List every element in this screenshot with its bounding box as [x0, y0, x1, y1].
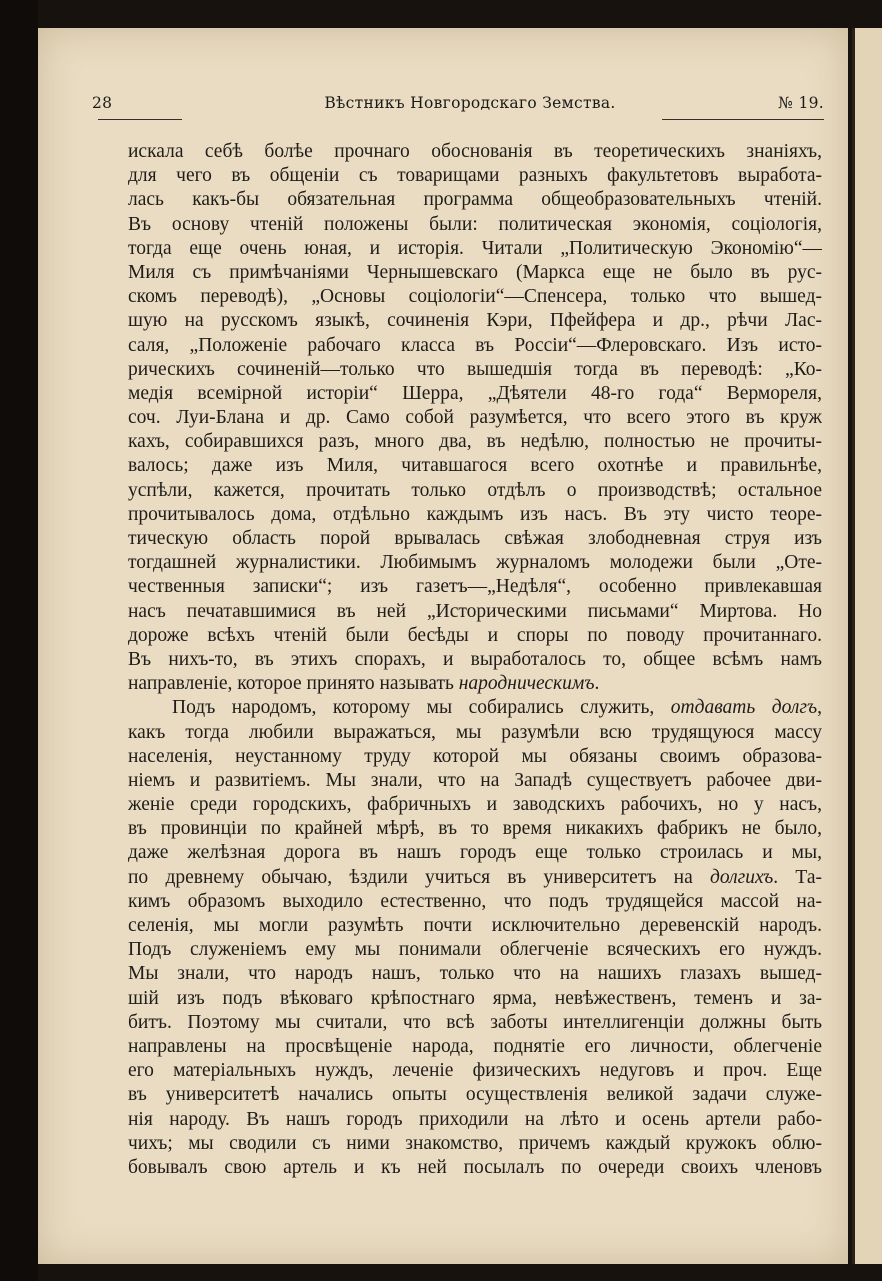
text-line: шій изъ подъ вѣковаго крѣпостнаго ярма, невѣжественъ, теменъ и за- [128, 987, 822, 1009]
text-run: по древнему обычаю, ѣздили учиться въ университетъ на [128, 866, 710, 888]
running-header [92, 94, 824, 120]
text-line: даже желѣзная дорога въ нашъ городъ еще только строилась и мы, [128, 842, 822, 864]
italic-term: отдавать долгъ [670, 697, 818, 719]
text-line: женіе среди городскихъ, фабричныхъ и заводскихъ рабочихъ, но у насъ, [128, 794, 822, 816]
text-run: , [817, 697, 822, 719]
header-rule-left [98, 119, 182, 120]
text-line: успѣли, кажется, прочитать только отдѣлъ о производствѣ; остальное [128, 479, 822, 501]
text-line: дороже всѣхъ чтеній были бесѣды и споры по поводу прочитаннаго. [128, 624, 822, 646]
text-line: кахъ, собиравшихся разъ, много два, въ недѣлю, полностью не прочиты- [128, 431, 822, 453]
text-line: кимъ образомъ выходило естественно, что подъ трудящейся массой на- [128, 890, 822, 912]
text-line: битъ. Поэтому мы считали, что всѣ заботы интеллигенціи должны быть [128, 1011, 822, 1033]
text-line: Въ нихъ-то, въ этихъ спорахъ, и выработалось то, общее всѣмъ намъ [128, 648, 822, 670]
text-line: прочитывалось дома, отдѣльно каждымъ изъ насъ. Въ эту чисто теоре- [128, 503, 822, 525]
text-line: ніемъ и развитіемъ. Мы знали, что на Западѣ существуетъ рабочее дви- [128, 769, 822, 791]
header-rule-right [662, 119, 824, 120]
page-number: 28 [92, 94, 113, 112]
text-line: насъ печатавшимися въ ней „Историческими письмами“ Миртова. Но [128, 600, 822, 622]
text-line: чихъ; мы сводили съ ними знакомство, причемъ каждый кружокъ облю- [128, 1132, 822, 1154]
text-line: селенія, мы могли разумѣть почти исключительно деревенскій народъ. [128, 915, 822, 936]
text-run: . [594, 673, 600, 695]
text-line: соч. Луи-Блана и др. Само собой разумѣется, что всего этого въ круж [128, 407, 822, 429]
text-line [128, 866, 822, 890]
scan-dark-margin [0, 0, 38, 1281]
body-text [128, 140, 822, 1180]
text-line: для чего въ общеніи съ товарищами разныхъ факультетовъ выработа- [128, 165, 822, 187]
issue-number: № 19. [778, 94, 824, 112]
text-line: направлены на просвѣщеніе народа, поднятіе его личности, облегченіе [128, 1035, 822, 1057]
text-line: какъ тогда любили выражаться, мы разумѣли всю трудящуюся массу [128, 721, 822, 743]
text-line: Въ основу чтеній положены были: политическая экономія, соціологія, [128, 213, 822, 235]
text-line: Подъ служеніемъ ему мы понимали облегченіе всяческихъ его нуждъ. [128, 939, 822, 961]
italic-term: народническимъ [458, 673, 595, 695]
text-line: бовывалъ свою артель и къ ней посылалъ по очереди своихъ членовъ [128, 1156, 822, 1178]
text-line: тогда еще очень юная, и исторія. Читали „Политическую Экономію“— [128, 237, 822, 259]
text-line: лась какъ-бы обязательная программа общеобразовательныхъ чтеній. [128, 189, 822, 211]
text-line: его матеріальныхъ нуждъ, леченіе физическихъ недуговъ и проч. Еще [128, 1060, 822, 1082]
text-line: нія народу. Въ нашъ городъ приходили на лѣто и осень артели рабо- [128, 1108, 822, 1130]
text-line: саля, „Положеніе рабочаго класса въ Россіи“—Флеровскаго. Изъ исто- [128, 334, 822, 356]
text-run: направленіе, которое принято называть [128, 673, 459, 695]
text-run: . Та- [773, 866, 822, 888]
text-line: въ университетѣ начались опыты осуществленія великой задачи служе- [128, 1084, 822, 1106]
text-line: въ провинціи по крайней мѣрѣ, въ то время никакихъ фабрикъ не было, [128, 818, 822, 840]
adjacent-page-edge [852, 28, 882, 1264]
text-line [128, 696, 822, 720]
text-line: валось; даже изъ Миля, читавшагося всего охотнѣе и правильнѣе, [128, 455, 822, 477]
journal-title: Вѣстникъ Новгородскаго Земства. [324, 94, 616, 112]
text-line: тогдашней журналистики. Любимымъ журналомъ молодежи были „Оте- [128, 552, 822, 574]
text-line: шую на русскомъ языкѣ, сочиненія Кэри, Пфейфера и др., рѣчи Лас- [128, 310, 822, 332]
text-line: рическихъ сочиненій—только что вышедшія тогда въ переводѣ: „Ко- [128, 358, 822, 380]
text-line: Миля съ примѣчаніями Чернышевскаго (Маркса еще не было въ рус- [128, 261, 822, 283]
paragraph-2 [128, 696, 822, 1180]
text-line [128, 672, 822, 696]
italic-term: долгихъ [710, 866, 774, 888]
text-line: искала себѣ болѣе прочнаго обоснованія въ теоретическихъ знаніяхъ, [128, 141, 822, 162]
text-line: чественныя записки“; изъ газетъ—„Недѣля“, особенно привлекавшая [128, 576, 822, 598]
text-line: медія всемірной исторіи“ Шерра, „Дѣятели 48-го года“ Вермореля, [128, 382, 822, 404]
text-line: тическую область порой врывалась свѣжая злободневная струя изъ [128, 528, 822, 549]
text-line: Мы знали, что народъ нашъ, только что на нашихъ глазахъ вышед- [128, 963, 822, 985]
text-line: населенія, неустанному труду которой мы обязаны своимъ образова- [128, 745, 822, 767]
text-line: скомъ переводѣ), „Основы соціологіи“—Спенсера, только что вышед- [128, 286, 822, 308]
text-run: Подъ народомъ, которому мы собирались служить, [172, 697, 671, 719]
paragraph-1 [128, 140, 822, 696]
